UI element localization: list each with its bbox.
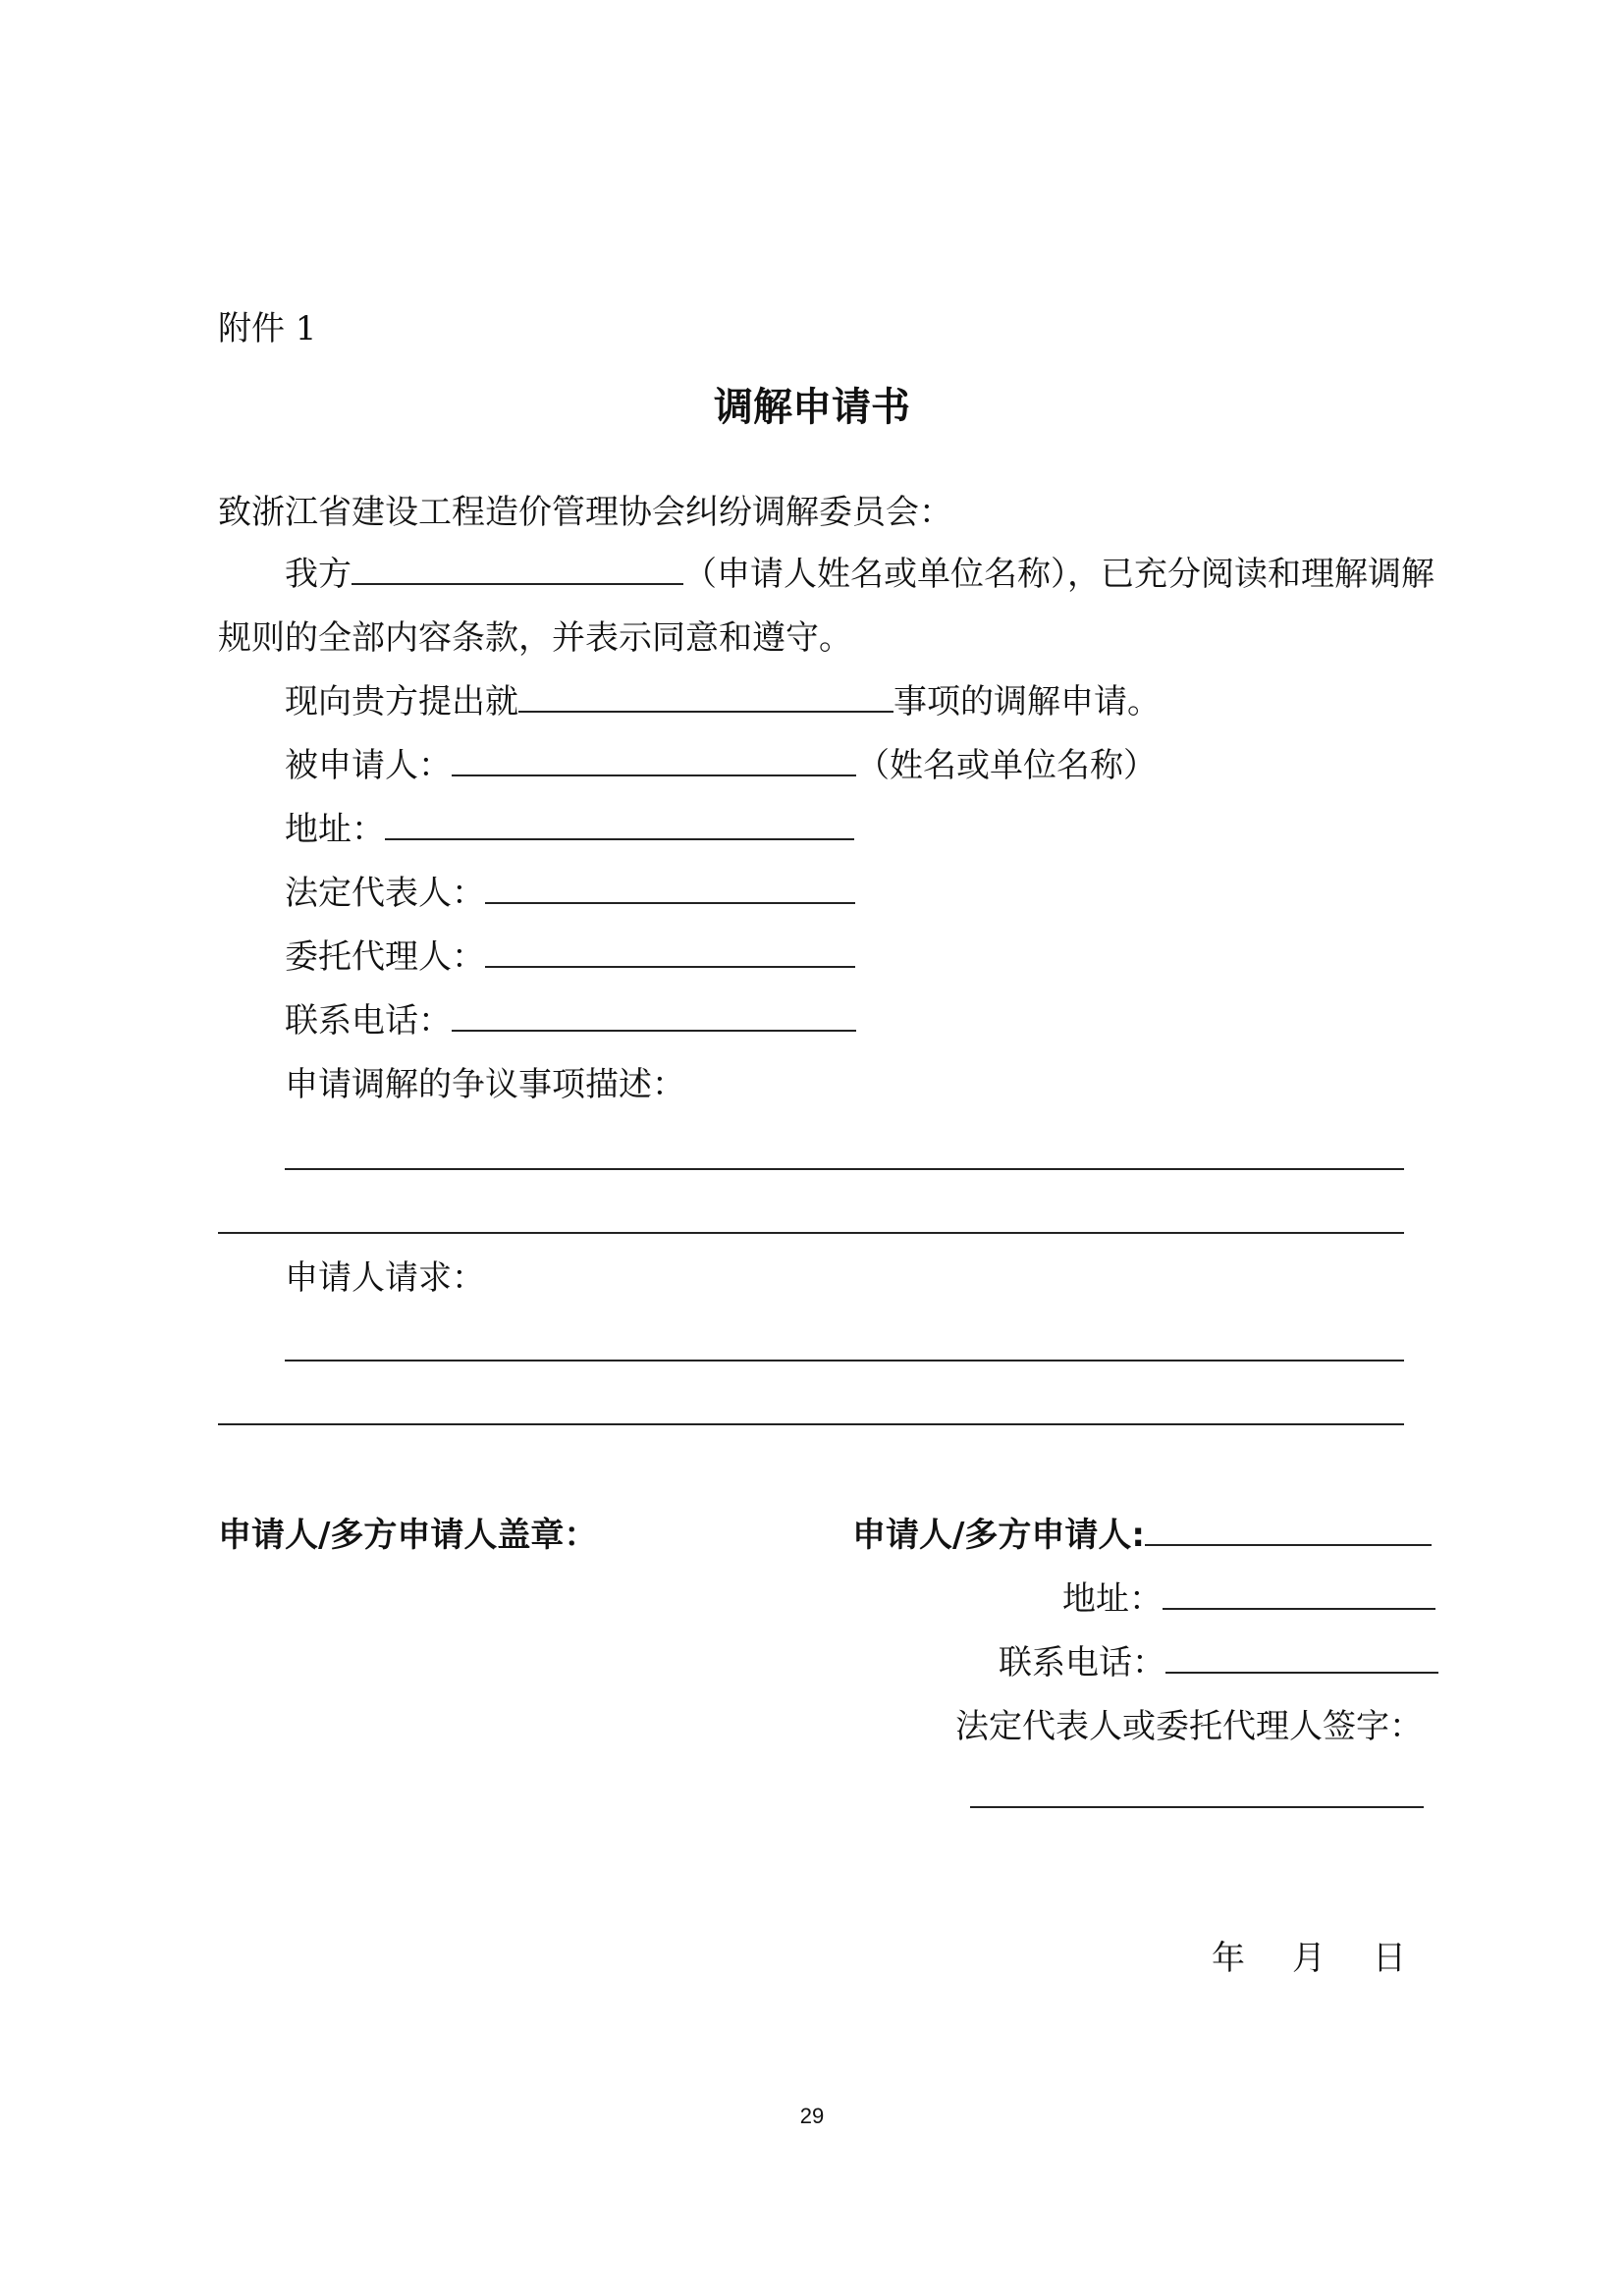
dispute-description-label: 申请调解的争议事项描述： bbox=[285, 1065, 685, 1104]
respondent-address-field[interactable] bbox=[385, 811, 854, 840]
para2-prefix: 现向贵方提出就 bbox=[285, 682, 518, 721]
dispute-description-line-1[interactable] bbox=[285, 1168, 1404, 1170]
para1-note: （申请人姓名或单位名称），已充分阅读和理解调解 bbox=[683, 555, 1435, 594]
para1-line2: 规则的全部内容条款，并表示同意和遵守。 bbox=[218, 618, 852, 658]
applicant-request-line-1[interactable] bbox=[285, 1360, 1404, 1362]
dispute-matter-field[interactable] bbox=[518, 683, 893, 713]
respondent-note: （姓名或单位名称） bbox=[856, 746, 1157, 785]
respondent-phone-line bbox=[285, 999, 856, 1042]
applicant-address-label: 地址： bbox=[1062, 1579, 1163, 1619]
para1-prefix: 我方 bbox=[285, 555, 352, 594]
date-day: 日 bbox=[1373, 1939, 1406, 1978]
document-title: 调解申请书 bbox=[714, 385, 910, 430]
applicant-address-line bbox=[1062, 1577, 1435, 1621]
applicant-name-field[interactable] bbox=[352, 556, 683, 585]
respondent-line bbox=[285, 744, 1157, 787]
respondent-agent-line bbox=[285, 935, 855, 979]
date-line bbox=[1212, 1937, 1406, 1980]
dispute-description-line-2[interactable] bbox=[218, 1232, 1404, 1234]
applicant-signature-label: 申请人/多方申请人: bbox=[852, 1516, 1146, 1555]
respondent-name-field[interactable] bbox=[452, 747, 856, 776]
applicant-request-line-2[interactable] bbox=[218, 1423, 1404, 1425]
applicant-signature-line bbox=[852, 1514, 1432, 1557]
respondent-legal-rep-label: 法定代表人： bbox=[285, 874, 485, 913]
respondent-agent-label: 委托代理人： bbox=[285, 937, 485, 977]
page-number: 29 bbox=[799, 2104, 825, 2128]
para2-suffix: 事项的调解申请。 bbox=[893, 682, 1161, 721]
respondent-address-line bbox=[285, 808, 854, 851]
applicant-name-signature-field[interactable] bbox=[1145, 1517, 1432, 1546]
applicant-address-field[interactable] bbox=[1163, 1580, 1435, 1610]
respondent-address-label: 地址： bbox=[285, 810, 385, 849]
signer-signature-line[interactable] bbox=[970, 1806, 1424, 1808]
respondent-legal-rep-field[interactable] bbox=[485, 875, 855, 904]
salutation: 致浙江省建设工程造价管理协会纠纷调解委员会： bbox=[218, 493, 952, 532]
signer-label: 法定代表人或委托代理人签字： bbox=[955, 1707, 1423, 1746]
annex-label: 附件 1 bbox=[218, 309, 317, 348]
para1-line1 bbox=[285, 553, 1435, 596]
applicant-phone-field[interactable] bbox=[1165, 1644, 1438, 1674]
respondent-legal-rep-line bbox=[285, 872, 855, 915]
applicant-phone-label: 联系电话： bbox=[999, 1643, 1165, 1682]
applicant-seal-label: 申请人/多方申请人盖章： bbox=[218, 1516, 598, 1555]
para2-line bbox=[285, 680, 1161, 723]
respondent-phone-field[interactable] bbox=[452, 1002, 856, 1032]
applicant-request-label: 申请人请求： bbox=[285, 1258, 485, 1298]
date-month: 月 bbox=[1292, 1939, 1326, 1978]
applicant-phone-line bbox=[999, 1641, 1438, 1684]
respondent-agent-field[interactable] bbox=[485, 938, 855, 968]
respondent-label: 被申请人： bbox=[285, 746, 452, 785]
respondent-phone-label: 联系电话： bbox=[285, 1001, 452, 1041]
date-year: 年 bbox=[1212, 1939, 1245, 1978]
